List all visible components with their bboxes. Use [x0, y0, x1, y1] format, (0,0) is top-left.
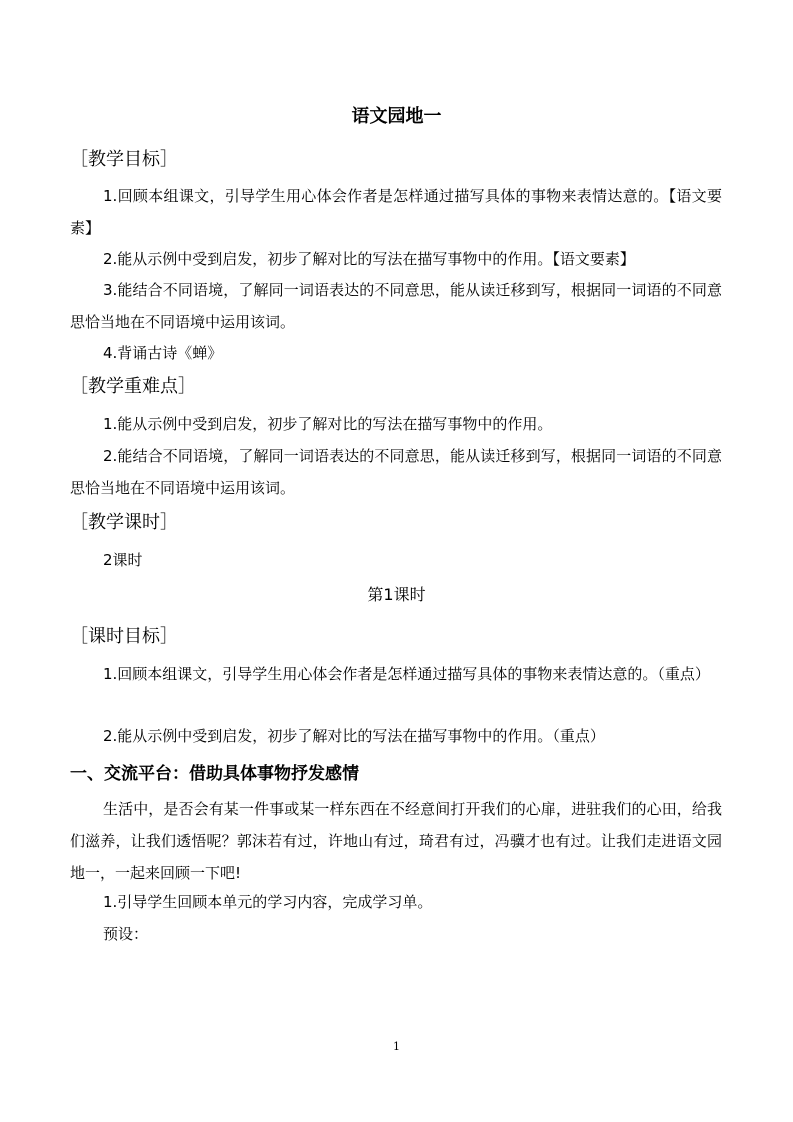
page-number: 1 [393, 1040, 400, 1053]
section-paragraph-intro: 生活中，是否会有某一件事或某一样东西在不经意间打开我们的心扉，进驻我们的心田，给我们滋养，让我们透悟呢？郭沫若有过，许地山有过，琦君有过，冯骥才也有过。让我们走进语文园地一，一起来回顾一下吧! [70, 800, 722, 882]
lesson-goal-2: 2.能从示例中受到启发，初步了解对比的写法在描写事物中的作用。（重点） [103, 727, 605, 745]
key-points-heading: ［教学重难点］ [70, 376, 196, 397]
key-point-1: 1.能从示例中受到启发，初步了解对比的写法在描写事物中的作用。 [103, 415, 553, 433]
section-heading-exchange: 一、交流平台：借助具体事物抒发感情 [70, 764, 359, 784]
section-paragraph-preset: 预设： [103, 925, 149, 943]
class-hours-value: 2课时 [103, 551, 143, 569]
teaching-goal-2: 2.能从示例中受到启发，初步了解对比的写法在描写事物中的作用。【语文要素】 [103, 250, 635, 268]
section-paragraph-step1: 1.引导学生回顾本单元的学习内容，完成学习单。 [103, 893, 433, 911]
lesson-title: 第1课时 [367, 585, 426, 604]
teaching-goal-3: 3.能结合不同语境，了解同一词语表达的不同意思，能从读迁移到写，根据同一词语的不同意思恰当地在不同语境中运用该词。 [70, 281, 722, 331]
document-title: 语文园地一 [351, 106, 442, 127]
class-hours-heading: ［教学课时］ [70, 512, 178, 533]
key-point-2: 2.能结合不同语境，了解同一词语表达的不同意思，能从读迁移到写，根据同一词语的不同意思恰当地在不同语境中运用该词。 [70, 447, 722, 497]
teaching-goals-heading: ［教学目标］ [70, 149, 178, 170]
lesson-goals-heading: ［课时目标］ [70, 626, 178, 647]
teaching-goal-4: 4.背诵古诗《蝉》 [103, 344, 223, 362]
lesson-goal-1: 1.回顾本组课文，引导学生用心体会作者是怎样通过描写具体的事物来表情达意的。（重点） [103, 665, 710, 683]
teaching-goal-1: 1.回顾本组课文，引导学生用心体会作者是怎样通过描写具体的事物来表情达意的。【语文要素】 [70, 187, 722, 237]
